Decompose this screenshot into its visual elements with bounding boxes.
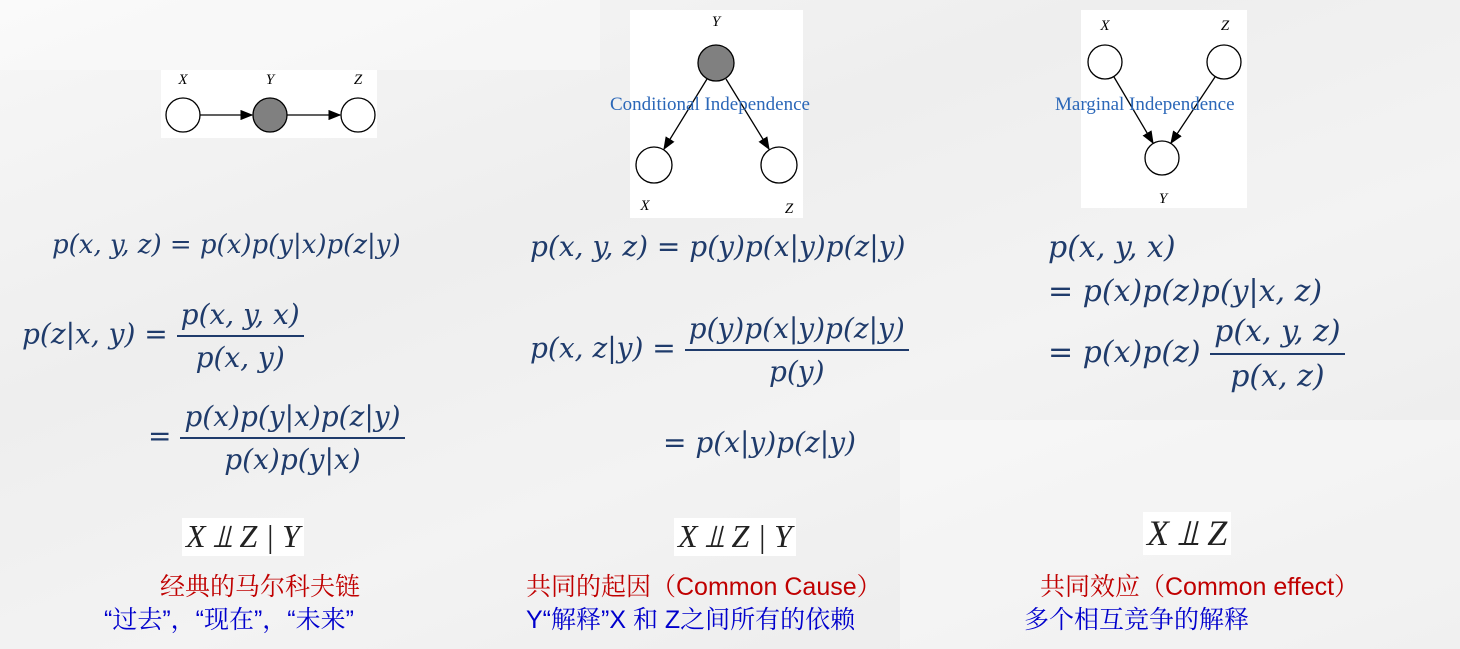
markov-eq2-denominator: p(x)p(y|x): [224, 443, 361, 476]
node-z: [341, 98, 375, 132]
conditional-independence-label: Conditional Independence: [610, 94, 810, 115]
node-z: [1207, 45, 1241, 79]
common-cause-conditional-equation: [530, 312, 909, 388]
node-z: [761, 147, 797, 183]
common-effect-independence: X ⫫ Z: [1143, 512, 1231, 555]
markov-eq2-fraction: [180, 400, 404, 476]
ce-line3-denominator: p(x, z): [1230, 359, 1325, 394]
common-cause-caption-sub: Y“解释”X 和 Z之间所有的依赖: [526, 606, 856, 634]
common-effect-line1: p(x, y, x): [1048, 230, 1176, 265]
common-effect-caption-sub: 多个相互竞争的解释: [1024, 606, 1250, 634]
ce-line3-fraction: [1210, 314, 1344, 394]
node-y: [1145, 141, 1179, 175]
common-effect-line2: = p(x)p(z)p(y|x, z): [1048, 274, 1323, 309]
cc-cond-lhs: p(x, z|y) =: [530, 331, 676, 365]
markov-cond-denominator: p(x, y): [195, 341, 285, 374]
markov-joint-equation: p(x, y, z) = p(x)p(y|x)p(z|y): [52, 230, 401, 260]
node-label-x: X: [178, 72, 188, 88]
node-label-y: Y: [1158, 191, 1168, 207]
common-effect-line3: [1048, 314, 1345, 394]
node-x: [1088, 45, 1122, 79]
markov-caption-sub: “过去”，“现在”，“未来”: [104, 606, 354, 634]
cc-cond-numerator: p(y)p(x|y)p(z|y): [685, 312, 909, 351]
node-label-y: Y: [265, 72, 275, 88]
cc-cond-denominator: p(y): [768, 355, 825, 388]
markov-independence: X ⫫ Z | Y: [182, 518, 304, 556]
node-label-z: Z: [1220, 18, 1230, 34]
markov-eq2-lhs: =: [148, 419, 172, 453]
markov-caption-title: 经典的马尔科夫链: [160, 573, 361, 601]
markov-cond-numerator: p(x, y, x): [177, 298, 304, 337]
markov-cond-lhs: p(z|x, y) =: [22, 317, 168, 351]
marginal-independence-label: Marginal Independence: [1055, 94, 1235, 115]
node-label-x: X: [1100, 18, 1110, 34]
common-effect-caption-title: 共同效应（Common effect）: [1040, 573, 1360, 601]
markov-chain-graph: [161, 70, 377, 138]
markov-conditional-equation: [22, 298, 304, 374]
node-label-z: Z: [353, 72, 363, 88]
common-cause-independence: X ⫫ Z | Y: [674, 518, 796, 556]
node-y-observed: [253, 98, 287, 132]
common-cause-caption-title: 共同的起因（Common Cause）: [526, 573, 882, 601]
markov-cond-fraction: [177, 298, 304, 374]
common-cause-joint-equation: p(x, y, z) = p(y)p(x|y)p(z|y): [530, 230, 906, 263]
node-label-x: X: [640, 198, 650, 214]
markov-expanded-equation: [148, 400, 405, 476]
node-label-y: Y: [711, 14, 721, 30]
ce-line3-lhs: = p(x)p(z): [1048, 335, 1201, 370]
cc-cond-fraction: [685, 312, 909, 388]
node-x: [166, 98, 200, 132]
background-facet: [0, 0, 600, 70]
node-x: [636, 147, 672, 183]
ce-line3-numerator: p(x, y, z): [1210, 314, 1344, 355]
node-y-observed: [698, 45, 734, 81]
markov-eq2-numerator: p(x)p(y|x)p(z|y): [180, 400, 404, 439]
common-cause-result-equation: = p(x|y)p(z|y): [663, 426, 856, 459]
node-label-z: Z: [784, 201, 794, 217]
